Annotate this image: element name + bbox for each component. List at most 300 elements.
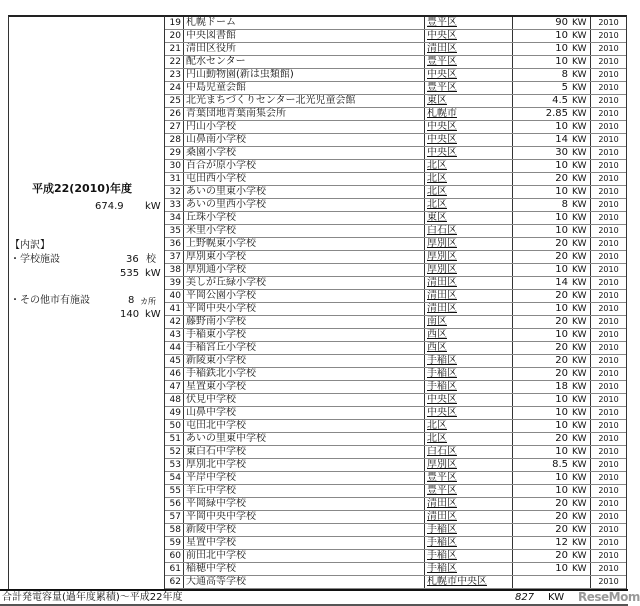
facility-name: 百合が原小学校: [184, 160, 425, 172]
other-kw: 140: [120, 309, 140, 320]
footer-label: 合計発電容量(過年度累積)～平成22年度: [2, 592, 183, 603]
table-row: [165, 225, 626, 238]
facility-name: 桑園小学校: [184, 147, 425, 159]
facility-name: 前田北中学校: [184, 550, 425, 562]
table-row: [165, 134, 626, 147]
row-number: 42: [165, 316, 184, 328]
capacity-value: 12: [555, 537, 568, 548]
capacity-value: 14: [555, 134, 568, 145]
row-number: 58: [165, 524, 184, 536]
capacity-value: 10: [555, 30, 568, 41]
ward: 中央区: [425, 394, 513, 406]
ward: 厚別区: [425, 238, 513, 250]
table-row: [165, 368, 626, 381]
capacity-value: 10: [555, 56, 568, 67]
row-number: 34: [165, 212, 184, 224]
facility-name: 北光まちづくりセンター北光児童会館: [184, 95, 425, 107]
facility-name: あいの里西小学校: [184, 199, 425, 211]
row-number: 31: [165, 173, 184, 185]
install-year: 2010: [598, 70, 619, 79]
other-label: ・その他市有施設: [10, 295, 90, 306]
facility-name: 米里小学校: [184, 225, 425, 237]
capacity-value: 20: [555, 511, 568, 522]
other-count-unit: カ所: [140, 297, 156, 306]
capacity-unit: KW: [572, 446, 591, 458]
table-row: [165, 446, 626, 459]
table-row: [165, 433, 626, 446]
facility-name: 丘珠小学校: [184, 212, 425, 224]
facility-name: 平岸中学校: [184, 472, 425, 484]
install-year: 2010: [598, 434, 619, 443]
install-year: 2010: [598, 174, 619, 183]
ward: 北区: [425, 173, 513, 185]
capacity-value: 10: [555, 160, 568, 171]
school-label: ・学校施設: [10, 254, 60, 265]
table-row: [165, 69, 626, 82]
ward: 北区: [425, 186, 513, 198]
capacity-unit: KW: [572, 524, 591, 536]
table-row: [165, 329, 626, 342]
row-number: 54: [165, 472, 184, 484]
table-row: [165, 30, 626, 43]
ward: 中央区: [425, 121, 513, 133]
install-year: 2010: [598, 200, 619, 209]
install-year: 2010: [598, 330, 619, 339]
row-number: 55: [165, 485, 184, 497]
row-number: 52: [165, 446, 184, 458]
capacity-value: 10: [555, 446, 568, 457]
table-row: [165, 264, 626, 277]
ward: 北区: [425, 420, 513, 432]
facility-name: 平岡緑中学校: [184, 498, 425, 510]
resemom-logo: ReseMom: [578, 590, 640, 604]
ward: 中央区: [425, 134, 513, 146]
capacity-value: 20: [555, 342, 568, 353]
row-number: 24: [165, 82, 184, 94]
capacity-unit: KW: [572, 277, 591, 289]
ward: 東区: [425, 212, 513, 224]
capacity-unit: KW: [572, 43, 591, 55]
ward: 手稲区: [425, 550, 513, 562]
ward: 手稲区: [425, 537, 513, 549]
facility-name: あいの里東中学校: [184, 433, 425, 445]
capacity-value: 8: [561, 199, 568, 210]
facility-name: 美しが丘緑小学校: [184, 277, 425, 289]
table-row: [165, 290, 626, 303]
install-year: 2010: [598, 369, 619, 378]
capacity-unit: KW: [572, 134, 591, 146]
facility-name: 羊丘中学校: [184, 485, 425, 497]
ward: 中央区: [425, 407, 513, 419]
capacity-unit: KW: [572, 342, 591, 354]
row-number: 33: [165, 199, 184, 211]
facility-name: 新陵中学校: [184, 524, 425, 536]
ward: 豊平区: [425, 17, 513, 29]
table-row: [165, 173, 626, 186]
install-year: 2010: [598, 291, 619, 300]
install-year: 2010: [598, 187, 619, 196]
table-row: [165, 82, 626, 95]
row-number: 26: [165, 108, 184, 120]
install-year: 2010: [598, 538, 619, 547]
capacity-unit: KW: [572, 316, 591, 328]
table-row: [165, 394, 626, 407]
row-number: 48: [165, 394, 184, 406]
table-row: [165, 277, 626, 290]
table-row: [165, 212, 626, 225]
table-row: [165, 95, 626, 108]
row-number: 40: [165, 290, 184, 302]
facility-name: 清田区役所: [184, 43, 425, 55]
summary-total-value: 674.9: [95, 201, 124, 212]
row-number: 46: [165, 368, 184, 380]
row-number: 37: [165, 251, 184, 263]
ward: 清田区: [425, 43, 513, 55]
row-number: 19: [165, 17, 184, 29]
capacity-value: 10: [555, 485, 568, 496]
install-year: 2010: [598, 460, 619, 469]
ward: 札幌市: [425, 108, 513, 120]
ward: 中央区: [425, 147, 513, 159]
row-number: 32: [165, 186, 184, 198]
capacity-unit: KW: [572, 381, 591, 393]
capacity-unit: KW: [572, 537, 591, 549]
ward: 西区: [425, 342, 513, 354]
capacity-value: 20: [555, 368, 568, 379]
school-count-unit: 校: [146, 254, 156, 265]
ward: 手稲区: [425, 381, 513, 393]
capacity-unit: KW: [572, 147, 591, 159]
capacity-unit: KW: [572, 472, 591, 484]
footer-value: 827: [515, 592, 535, 603]
table-row: [165, 407, 626, 420]
facility-name: 伏見中学校: [184, 394, 425, 406]
row-number: 30: [165, 160, 184, 172]
row-number: 56: [165, 498, 184, 510]
row-number: 50: [165, 420, 184, 432]
facility-name: 藤野南小学校: [184, 316, 425, 328]
install-year: 2010: [598, 213, 619, 222]
install-year: 2010: [598, 317, 619, 326]
summary-total-unit: kW: [145, 201, 161, 212]
install-year: 2010: [598, 473, 619, 482]
capacity-value: 20: [555, 316, 568, 327]
row-number: 36: [165, 238, 184, 250]
capacity-value: 30: [555, 147, 568, 158]
table-row: [165, 576, 626, 589]
table-row: [165, 342, 626, 355]
capacity-unit: KW: [572, 108, 591, 120]
ward: 白石区: [425, 446, 513, 458]
install-year: 2010: [598, 356, 619, 365]
table-row: [165, 355, 626, 368]
ward: 西区: [425, 329, 513, 341]
capacity-unit: KW: [572, 30, 591, 42]
facility-name: 配水センター: [184, 56, 425, 68]
school-kw-unit: kW: [145, 268, 161, 279]
facility-name: 上野幌東小学校: [184, 238, 425, 250]
capacity-unit: KW: [572, 394, 591, 406]
ward: 豊平区: [425, 485, 513, 497]
capacity-value: [513, 576, 572, 588]
table-row: [165, 511, 626, 524]
capacity-unit: KW: [572, 95, 591, 107]
table-row: [165, 316, 626, 329]
facility-name: 平岡公園小学校: [184, 290, 425, 302]
install-year: 2010: [598, 135, 619, 144]
row-number: 21: [165, 43, 184, 55]
install-year: 2010: [598, 122, 619, 131]
install-year: 2010: [598, 265, 619, 274]
facility-name: 山鼻南小学校: [184, 134, 425, 146]
table-row: [165, 121, 626, 134]
capacity-value: 8: [561, 69, 568, 80]
row-number: 44: [165, 342, 184, 354]
row-number: 35: [165, 225, 184, 237]
capacity-unit: KW: [572, 225, 591, 237]
ward: 清田区: [425, 511, 513, 523]
row-number: 51: [165, 433, 184, 445]
capacity-value: 10: [555, 329, 568, 340]
capacity-value: 10: [555, 212, 568, 223]
capacity-unit: KW: [572, 264, 591, 276]
capacity-value: 20: [555, 550, 568, 561]
capacity-unit: KW: [572, 368, 591, 380]
install-year: 2010: [598, 564, 619, 573]
ward: 北区: [425, 199, 513, 211]
capacity-value: 20: [555, 355, 568, 366]
facility-name: 手稲宮丘小学校: [184, 342, 425, 354]
capacity-value: 4.5: [552, 95, 568, 106]
table-row: [165, 485, 626, 498]
capacity-unit: KW: [572, 69, 591, 81]
install-year: 2010: [598, 57, 619, 66]
ward: 手稲区: [425, 524, 513, 536]
table-row: [165, 459, 626, 472]
install-year: 2010: [598, 551, 619, 560]
row-number: 43: [165, 329, 184, 341]
capacity-value: 10: [555, 264, 568, 275]
capacity-value: 10: [555, 394, 568, 405]
table-row: [165, 537, 626, 550]
other-kw-unit: kW: [145, 309, 161, 320]
facility-name: 円山動物園(新は虫類館): [184, 69, 425, 81]
ward: 豊平区: [425, 472, 513, 484]
capacity-unit: KW: [572, 121, 591, 133]
capacity-unit: KW: [572, 160, 591, 172]
capacity-unit: KW: [572, 329, 591, 341]
ward: 手稲区: [425, 368, 513, 380]
capacity-unit: KW: [572, 238, 591, 250]
facility-name: 山鼻中学校: [184, 407, 425, 419]
facility-name: あいの里東小学校: [184, 186, 425, 198]
capacity-value: 20: [555, 238, 568, 249]
school-kw: 535: [120, 268, 140, 279]
install-year: 2010: [598, 447, 619, 456]
other-count: 8: [128, 295, 135, 306]
table-row: [165, 498, 626, 511]
install-year: 2010: [598, 343, 619, 352]
footer-total-row: [0, 589, 640, 606]
capacity-unit: KW: [572, 212, 591, 224]
capacity-value: 10: [555, 407, 568, 418]
footer-unit: KW: [548, 592, 565, 603]
row-number: 20: [165, 30, 184, 42]
capacity-value: 10: [555, 420, 568, 431]
capacity-value: 14: [555, 277, 568, 288]
capacity-unit: KW: [572, 303, 591, 315]
ward: 清田区: [425, 290, 513, 302]
ward: 中央区: [425, 69, 513, 81]
row-number: 28: [165, 134, 184, 146]
table-row: [165, 550, 626, 563]
row-number: 25: [165, 95, 184, 107]
capacity-value: 90: [555, 17, 568, 28]
capacity-unit: KW: [572, 420, 591, 432]
facility-name: 星置中学校: [184, 537, 425, 549]
table-row: [165, 524, 626, 537]
ward: 厚別区: [425, 264, 513, 276]
ward: 豊平区: [425, 56, 513, 68]
row-number: 61: [165, 563, 184, 575]
capacity-unit: KW: [572, 82, 591, 94]
install-year: 2010: [598, 304, 619, 313]
facility-name: 屯田北中学校: [184, 420, 425, 432]
install-year: 2010: [598, 382, 619, 391]
facility-name: 東白石中学校: [184, 446, 425, 458]
capacity-value: 10: [555, 563, 568, 574]
table-row: [165, 160, 626, 173]
summary-year-title: 平成22(2010)年度: [32, 182, 132, 195]
install-year: 2010: [598, 83, 619, 92]
install-year: 2010: [598, 161, 619, 170]
ward: 東区: [425, 95, 513, 107]
capacity-unit: KW: [572, 355, 591, 367]
facility-name: 青葉団地青葉南集会所: [184, 108, 425, 120]
capacity-unit: KW: [572, 485, 591, 497]
row-number: 39: [165, 277, 184, 289]
table-row: [165, 251, 626, 264]
row-number: 49: [165, 407, 184, 419]
ward: 白石区: [425, 225, 513, 237]
ward: 豊平区: [425, 82, 513, 94]
capacity-value: 18: [555, 381, 568, 392]
facility-name: 手稲東小学校: [184, 329, 425, 341]
install-year: 2010: [598, 148, 619, 157]
capacity-value: 2.85: [545, 108, 568, 119]
facility-name: 新陵東小学校: [184, 355, 425, 367]
table-row: [165, 199, 626, 212]
capacity-unit: [572, 576, 591, 588]
row-number: 47: [165, 381, 184, 393]
facility-name: 手稲鉄北小学校: [184, 368, 425, 380]
capacity-value: 10: [555, 303, 568, 314]
install-year: 2010: [598, 226, 619, 235]
install-year: 2010: [598, 109, 619, 118]
table-row: [165, 43, 626, 56]
facility-name: 厚別通小学校: [184, 264, 425, 276]
install-year: 2010: [598, 486, 619, 495]
install-year: 2010: [598, 577, 619, 586]
capacity-value: 20: [555, 524, 568, 535]
ward: 南区: [425, 316, 513, 328]
ward: 清田区: [425, 498, 513, 510]
install-year: 2010: [598, 421, 619, 430]
capacity-value: 20: [555, 290, 568, 301]
table-row: [165, 147, 626, 160]
capacity-unit: KW: [572, 433, 591, 445]
install-year: 2010: [598, 96, 619, 105]
facility-name: 厚別北中学校: [184, 459, 425, 471]
table-row: [165, 17, 626, 30]
ward: 北区: [425, 433, 513, 445]
row-number: 22: [165, 56, 184, 68]
ward: 厚別区: [425, 459, 513, 471]
install-year: 2010: [598, 525, 619, 534]
install-year: 2010: [598, 44, 619, 53]
capacity-value: 10: [555, 186, 568, 197]
install-year: 2010: [598, 18, 619, 27]
install-year: 2010: [598, 512, 619, 521]
ward: 中央区: [425, 30, 513, 42]
school-count: 36: [126, 254, 139, 265]
capacity-unit: KW: [572, 173, 591, 185]
row-number: 53: [165, 459, 184, 471]
facility-name: 札幌ドーム: [184, 17, 425, 29]
capacity-value: 10: [555, 43, 568, 54]
table-row: [165, 238, 626, 251]
table-row: [165, 186, 626, 199]
install-year: 2010: [598, 408, 619, 417]
capacity-unit: KW: [572, 563, 591, 575]
capacity-unit: KW: [572, 498, 591, 510]
table-row: [165, 420, 626, 433]
capacity-unit: KW: [572, 459, 591, 471]
install-year: 2010: [598, 278, 619, 287]
capacity-unit: KW: [572, 407, 591, 419]
row-number: 38: [165, 264, 184, 276]
install-year: 2010: [598, 499, 619, 508]
capacity-value: 10: [555, 472, 568, 483]
facility-name: 厚別東小学校: [184, 251, 425, 263]
breakdown-label: 【内訳】: [10, 240, 50, 251]
table-row: [165, 56, 626, 69]
facility-name: 屯田西小学校: [184, 173, 425, 185]
capacity-unit: KW: [572, 511, 591, 523]
capacity-unit: KW: [572, 251, 591, 263]
install-year: 2010: [598, 239, 619, 248]
ward: 厚別区: [425, 251, 513, 263]
row-number: 29: [165, 147, 184, 159]
facility-name: 中央図書館: [184, 30, 425, 42]
capacity-unit: KW: [572, 56, 591, 68]
install-year: 2010: [598, 31, 619, 40]
capacity-value: 20: [555, 173, 568, 184]
capacity-value: 20: [555, 498, 568, 509]
ward: 手稲区: [425, 355, 513, 367]
row-number: 41: [165, 303, 184, 315]
row-number: 60: [165, 550, 184, 562]
capacity-unit: KW: [572, 186, 591, 198]
table-row: [165, 303, 626, 316]
install-year: 2010: [598, 252, 619, 261]
ward: 清田区: [425, 303, 513, 315]
ward: 札幌市中央区: [425, 576, 513, 588]
capacity-unit: KW: [572, 199, 591, 211]
facility-table: [164, 15, 627, 589]
facility-name: 中島児童会館: [184, 82, 425, 94]
facility-name: 大通高等学校: [184, 576, 425, 588]
